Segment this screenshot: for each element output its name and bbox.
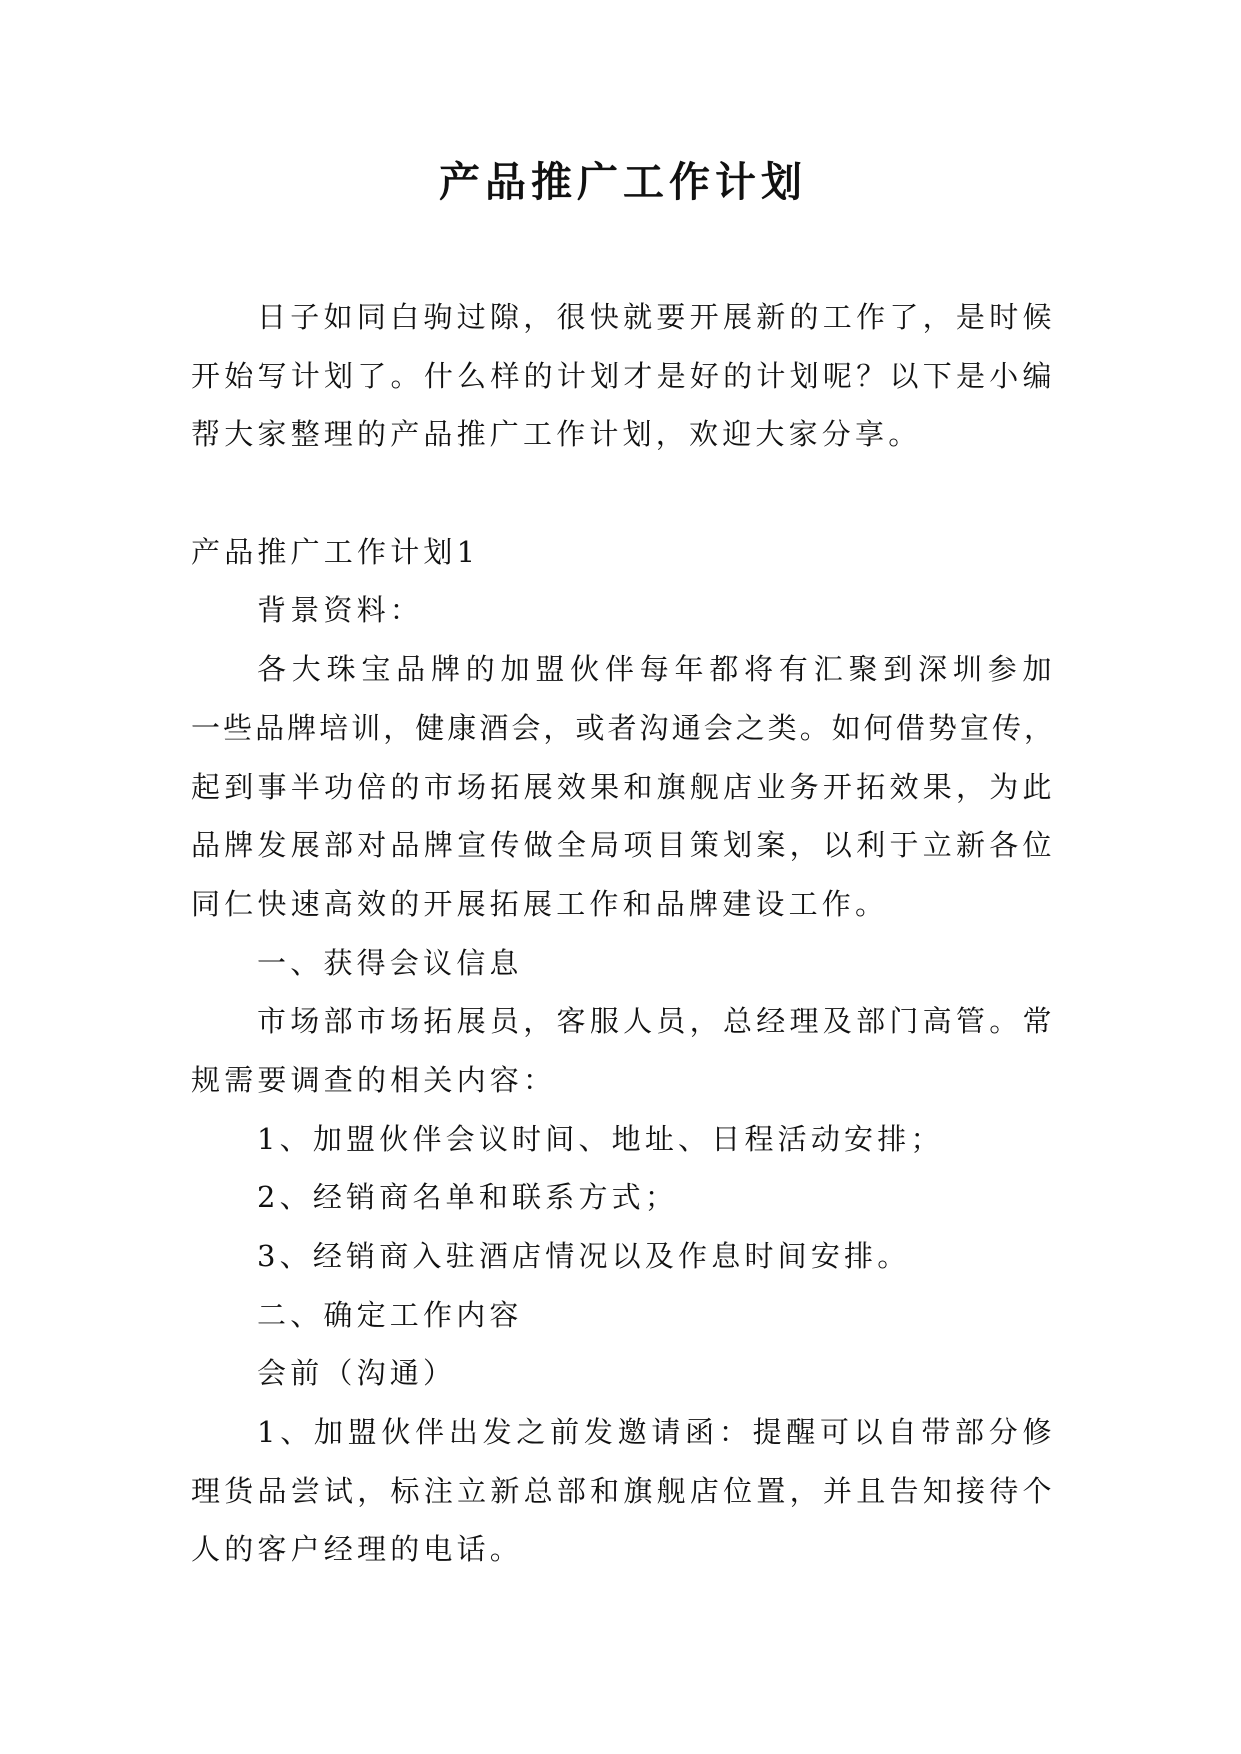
paragraph-line: 起到事半功倍的市场拓展效果和旗舰店业务开拓效果，为此 [191, 769, 1055, 804]
list-item-text: 理货品尝试，标注立新总部和旗舰店位置，并且告知接待个 [191, 1473, 1055, 1508]
paragraph-line: 开始写计划了。什么样的计划才是好的计划呢？以下是小编 [191, 358, 1055, 393]
subheading-2 [191, 1286, 1055, 1345]
paragraph-line: 同仁快速高效的开展拓展工作和品牌建设工作。 [191, 886, 889, 921]
subheading-text: 一、获得会议信息 [257, 945, 523, 980]
paragraph-line: 帮大家整理的产品推广工作计划，欢迎大家分享。 [191, 417, 922, 452]
paragraph-line: 规需要调查的相关内容： [191, 1062, 557, 1097]
subheading-1 [191, 934, 1055, 993]
staff-paragraph [191, 992, 1055, 1109]
list-item [191, 1168, 1055, 1227]
list-item [191, 1403, 1055, 1579]
list-item-text: 1、加盟伙伴出发之前发邀请函：提醒可以自带部分修 [257, 1415, 1055, 1450]
background-label [191, 581, 1055, 640]
pre-meeting-label [191, 1344, 1055, 1403]
paragraph-line: 品牌发展部对品牌宣传做全局项目策划案，以利于立新各位 [191, 828, 1055, 863]
paragraph-line: 各大珠宝品牌的加盟伙伴每年都将有汇聚到深圳参加 [257, 652, 1055, 687]
list-item [191, 1110, 1055, 1169]
list-item-text: 3、经销商入驻酒店情况以及作息时间安排。 [257, 1239, 911, 1273]
list-item-text: 人的客户经理的电话。 [191, 1532, 524, 1567]
document-body [191, 288, 1055, 1579]
section-heading-text: 产品推广工作计划1 [191, 534, 480, 569]
paragraph-line: 一些品牌培训，健康酒会，或者沟通会之类。如何借势宣传， [191, 710, 1055, 745]
paragraph-line: 日子如同白驹过隙，很快就要开展新的工作了，是时候 [257, 300, 1055, 334]
background-paragraph [191, 640, 1055, 933]
list-item-text: 1、加盟伙伴会议时间、地址、日程活动安排； [257, 1121, 944, 1156]
paragraph-line: 会前（沟通） [257, 1356, 457, 1391]
intro-paragraph [191, 288, 1055, 464]
section-heading [191, 523, 1055, 582]
paragraph-line: 市场部市场拓展员，客服人员，总经理及部门高管。常 [257, 1004, 1055, 1039]
document-title: 产品推广工作计划 [439, 158, 807, 206]
list-item [191, 1227, 1055, 1286]
blank-line [191, 464, 1055, 523]
paragraph-line: 背景资料： [257, 593, 424, 628]
subheading-text: 二、确定工作内容 [257, 1297, 523, 1332]
list-item-text: 2、经销商名单和联系方式； [257, 1180, 679, 1215]
